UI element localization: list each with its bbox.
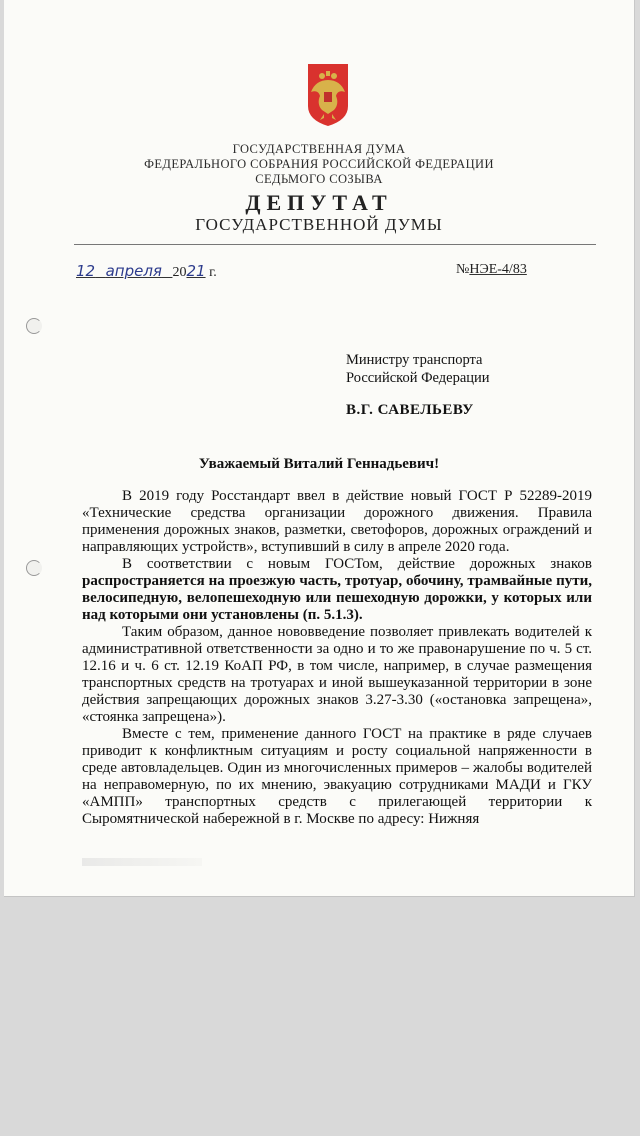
document-number xyxy=(456,262,527,278)
letter-body xyxy=(82,488,592,828)
paragraph-2 xyxy=(82,556,592,624)
addressee-position: Министру транспорта xyxy=(346,352,483,368)
document-subtitle: ГОСУДАРСТВЕННОЙ ДУМЫ xyxy=(195,215,443,234)
addressee-organization: Российской Федерации xyxy=(346,370,490,386)
paragraph-4: Вместе с тем, применение данного ГОСТ на практике в ряде случаев приводит к конфликтным ситуациям и росту социальной напряженности в среде автовладельцев. Один из многочисленных примеров – жалобы водителей на неправомерную, по их мнению, эвакуацию сотрудниками МАДИ и ГКУ «АМПП» транспортных средств с прилегающей территории к Сыромятнической набережной в г. Москве по адресу: Нижняя xyxy=(82,726,592,827)
paragraph-1: В 2019 году Росстандарт ввел в действие новый ГОСТ Р 52289-2019 «Технические средства организации дорожного движения. Правила применения дорожных знаков, разметки, светофоров, дорожных ограждений и направляющих устройств», вступивший в силу в апреле 2020 года. xyxy=(82,488,592,555)
date-year-suffix: 21 xyxy=(186,262,206,280)
date-month: апреля xyxy=(105,262,162,280)
header-line-3: СЕДЬМОГО СОЗЫВА xyxy=(255,172,383,186)
punch-hole-icon xyxy=(26,318,42,334)
document-title: ДЕПУТАТ xyxy=(245,190,393,215)
cut-off-text-fragment xyxy=(82,858,202,866)
paragraph-3: Таким образом, данное нововведение позволяет привлекать водителей к административной ответственности за одно и то же правонарушение по ч. 5 ст. 12.16 и ч. 6 ст. 12.19 КоАП РФ, в том числе, например, в случае размещения транспортных средств на тротуарах и иной вышеуказанной территории в зоне действия запрещающих дорожных знаков 3.27-3.30 («остановка запрещена», «стоянка запрещена»). xyxy=(82,624,592,725)
header-line-1: ГОСУДАРСТВЕННАЯ ДУМА xyxy=(232,142,406,156)
paragraph-2-text: В соответствии с новым ГОСТом, действие дорожных знаков xyxy=(122,556,592,572)
date-year-label: г. xyxy=(209,265,217,280)
date-day: 12 xyxy=(76,262,96,280)
header-divider xyxy=(74,244,596,245)
header-line-2: ФЕДЕРАЛЬНОГО СОБРАНИЯ РОССИЙСКОЙ ФЕДЕРАЦИИ xyxy=(144,157,494,171)
coat-of-arms-emblem xyxy=(306,62,350,128)
addressee-name: В.Г. САВЕЛЬЕВУ xyxy=(346,402,474,418)
greeting: Уважаемый Виталий Геннадьевич! xyxy=(198,456,440,472)
number-value: НЭЕ-4/83 xyxy=(469,262,527,277)
number-sign: № xyxy=(456,262,470,277)
date-year-prefix: 20 xyxy=(172,265,187,280)
punch-hole-icon xyxy=(26,560,42,576)
date-field xyxy=(76,262,217,281)
letter-page xyxy=(4,0,635,897)
paragraph-2-bold-text: распространяется на проезжую часть, тротуар, обочину, трамвайные пути, велосипедную, велопешеходную или пешеходную дорожки, у которых или над которыми они установлены (п. 5.1.3). xyxy=(82,573,592,623)
